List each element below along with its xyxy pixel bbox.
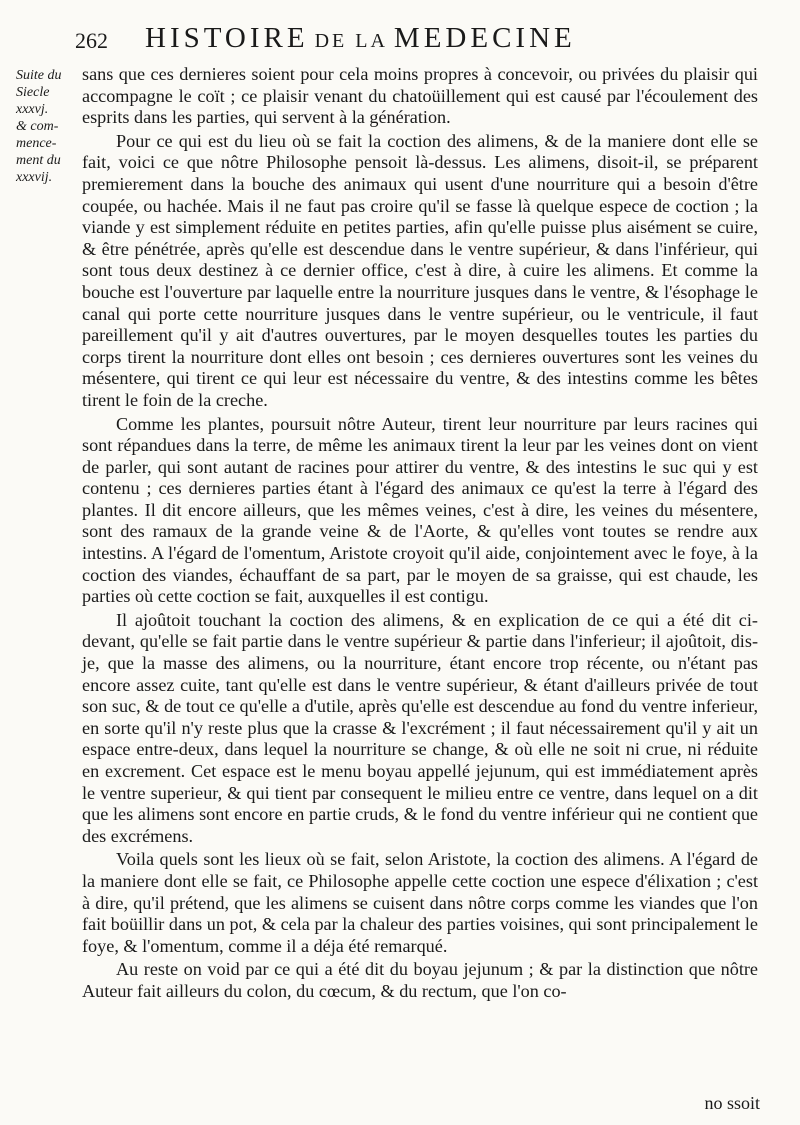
title-word-de-la: DE LA [314, 30, 388, 52]
paragraph: Pour ce qui est du lieu où se fait la coction des alimens, & de la maniere dont elle se fait, voici ce que nôtre Philosophe pensoit là-dessus. Les alimens, disoit-il, se préparent premierement dans la bouche des animaux qui usent d'une nourriture qui a besoin d'être coupée, ou hachée. Mais il ne faut pas croire qu'il se fasse là quelque espece de coction ; la viande y est simplement réduite en petites parties, afin qu'elle puisse plus aisément se cuire, & être pénétrée, après qu'elle est descendue dans le ventre supérieur, & dans l'inférieur, qui sont tous deux destinez à ce dernier office, c'est à dire, à cuire les alimens. Et comme la bouche est l'ouverture par laquelle entre la nourriture jusques dans le ventre, & l'ésophage le canal qui porte cette nourriture jusques dans le ventre supérieur, ou le ventricule, il faut pareillement qu'il y ait d'autres ouvertures, par le moyen desquelles toutes les parties du corps tirent la nourriture dont elles ont besoin ; ces dernieres ouvertures sont les veines du mésentere, qui tirent ce qui leur est nécessaire du ventre, & des intestins comme les bêtes tirent le foin de la creche. [82, 130, 758, 410]
paragraph: Comme les plantes, poursuit nôtre Auteur, tirent leur nourriture par leurs racines qui sont répandues dans la terre, de même les animaux tirent la leur par les veines dont on vient de parler, qui sont autant de racines pour attirer du ventre, & des intestins le suc qui y est contenu ; ces dernieres parties étant à l'égard des animaux ce qu'est la terre à l'égard des plantes. Il dit encore ailleurs, que les mêmes veines, c'est à dire, les veines du mésentere, sont des ramaux de la grande veine & de l'Aorte, & qu'elles vont toutes se rendre aux intestins. A l'égard de l'omentum, Aristote croyoit qu'il aide, conjointement avec le foye, à la coction des viandes, échauffant de sa part, par le moyen de sa graisse, qui est chaude, les parties où cette coction se fait, auxquelles il est contigu. [82, 413, 758, 607]
paragraph: Il ajoûtoit touchant la coction des alimens, & en explication de ce qui a été dit ci-devant, qu'elle se fait partie dans le ventre supérieur & partie dans l'inferieur; il ajoûtoit, dis-je, que la masse des alimens, ou la nourriture, étant encore trop récente, ou n'étant pas encore assez cuite, tant qu'elle est dans le ventre supérieur, & étant d'ailleurs privée de tout son suc, & de tout ce qu'elle a d'utile, après qu'elle est descendue au fond du ventre inferieur, en sorte qu'il n'y reste plus que la crasse & l'excrément ; il faut nécessairement qu'il y ait un espace entre-deux, dans lequel la nourriture se change, & où elle ne soit ni crue, ni réduite en excrement. Cet espace est le menu boyau appellé jejunum, qui est immédiatement après le ventre superieur, & qui tient par consequent le milieu entre ce ventre, dans lequel on a dit que les alimens sont encore en partie cruds, & le fond du ventre inférieur qui ne contient que des excrémens. [82, 609, 758, 846]
running-title [145, 22, 576, 55]
title-word-medecine: MEDECINE [393, 22, 576, 54]
marginal-line: mence- [16, 136, 57, 151]
marginal-line: xxxvj. [16, 102, 49, 117]
marginal-line: Suite du [16, 68, 62, 83]
running-header [75, 20, 760, 60]
marginal-line: & com- [16, 119, 59, 134]
paragraph: sans que ces dernieres soient pour cela moins propres à concevoir, ou privées du plaisir qui accompagne le coït ; ce plaisir venant du chatoüillement qui est causé par l'écoulement des esprits dans les parties, qui servent à la génération. [82, 64, 758, 128]
catchword: no ssoit [704, 1093, 760, 1113]
marginal-line: ment du [16, 153, 61, 168]
page-number: 262 [75, 28, 108, 53]
body-text [82, 64, 758, 1003]
marginal-line: xxxvij. [16, 170, 53, 185]
marginal-note [16, 67, 84, 186]
paragraph: Au reste on void par ce qui a été dit du boyau jejunum ; & par la distinction que nôtre Auteur fait ailleurs du colon, du cœcum, & du rectum, que l'on co- [82, 959, 758, 1001]
paragraph: Voila quels sont les lieux où se fait, selon Aristote, la coction des alimens. A l'égard de la maniere dont elle se fait, ce Philosophe appelle cette coction une espece d'élixation ; c'est à dire, qu'il prétend, que les alimens se cuisent dans nôtre corps comme les viandes que l'on fait boüillir dans un pot, & cela par la chaleur des parties voisines, qui sont principalement le foye, & l'omentum, comme il a déja été remarqué. [82, 849, 758, 956]
title-word-histoire: HISTOIRE [145, 22, 309, 54]
marginal-line: Siecle [16, 85, 50, 100]
